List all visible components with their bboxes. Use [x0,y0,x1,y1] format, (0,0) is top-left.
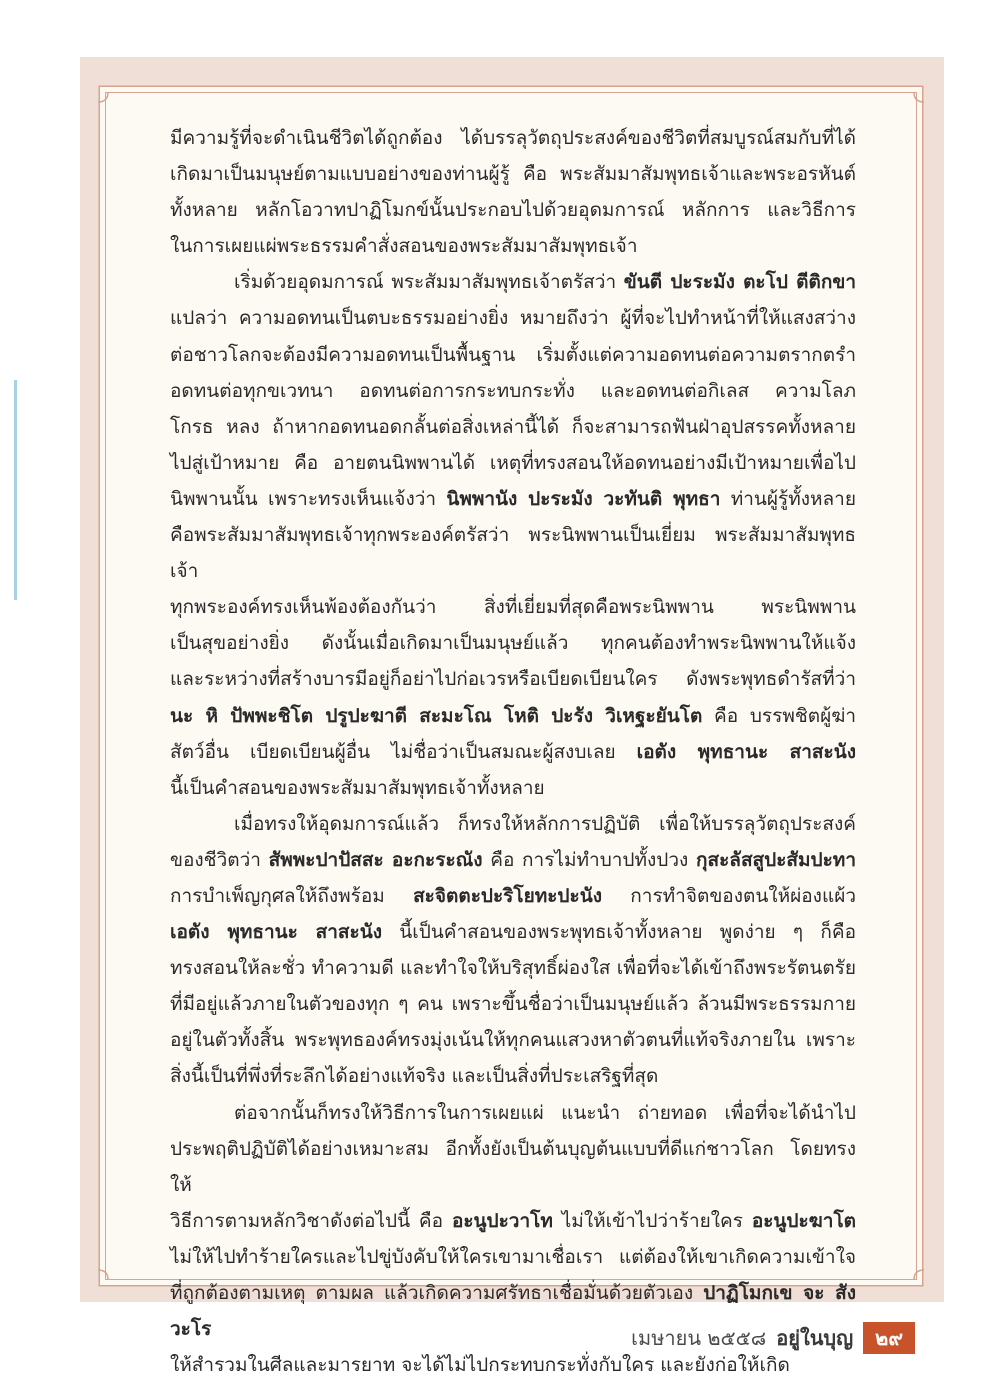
corner-ornament-bottom-right [914,1270,924,1280]
text-span: เมื่อทรงให้อุดมการณ์แล้ว ก็ทรงให้หลักการปฏิบัติ เพื่อให้บรรลุวัตถุประสงค์ [234,812,856,835]
text-span: ต่อชาวโลกจะต้องมีความอดทนเป็นพื้นฐาน เริ่มตั้งแต่ความอดทนต่อความตรากตรำ [170,343,856,366]
text-span: ท่านผู้รู้ทั้งหลาย [720,487,856,510]
text-line [170,264,856,300]
text-span: อดทนต่อทุกขเวทนา อดทนต่อการกระทบกระทั่ง และอดทนต่อกิเลส ความโลภ [170,379,856,402]
corner-ornament-top-right [914,92,924,102]
text-span: ของชีวิตว่า [170,848,269,871]
text-span: แปลว่า ความอดทนเป็นตบะธรรมอย่างยิ่ง หมายถึงว่า ผู้ที่จะไปทำหน้าที่ให้แสงสว่าง [170,307,856,330]
pali-phrase: อะนูปะวาโท [451,1209,553,1232]
text-span: ให้สำรวมในศีลและมารยาท จะได้ไม่ไปกระทบกระทั่งกับใคร และยังก่อให้เกิด [170,1354,790,1377]
pali-phrase: สะจิตตะปะริโยทะปะนัง [413,884,602,907]
text-line [170,445,856,481]
text-span: การทำจิตของตนให้ผ่องแผ้ว [601,884,856,907]
text-span: มีความรู้ที่จะดำเนินชีวิตได้ถูกต้อง ได้บรรลุวัตถุประสงค์ของชีวิตที่สมบูรณ์สมกับที่ได้ [170,127,856,149]
text-span: ไม่ให้ไปทำร้ายใครและไปขู่บังคับให้ใครเขามาเชื่อเรา แต่ต้องให้เขาเกิดความเข้าใจ [170,1245,856,1268]
text-line [170,914,856,950]
pali-phrase: เอตัง พุทธานะ สาสะนัง [170,921,383,944]
text-line [170,950,856,986]
text-line [170,1203,856,1239]
text-line [170,337,856,373]
corner-ornament-bottom-left [98,1270,108,1280]
pali-phrase: ขันตี ปะระมัง ตะโป ตีติกขา [623,271,856,294]
text-span: ประพฤติปฏิบัติได้อย่างเหมาะสม อีกทั้งยังเป็นต้นบุญต้นแบบที่ดีแก่ชาวโลก โดยทรงให้ [170,1137,856,1196]
text-line [170,300,856,336]
text-line [170,625,856,661]
text-span: นี้เป็นคำสอนของพระสัมมาสัมพุทธเจ้าทั้งหลาย [170,776,545,799]
text-span: สัตว์อื่น เบียดเบียนผู้อื่น ไม่ชื่อว่าเป็นสมณะผู้สงบเลย [170,740,637,763]
text-line [170,1095,856,1131]
text-line [170,1239,856,1275]
text-line [170,517,856,589]
text-line [170,1058,856,1094]
page-number-badge: ๒๙ [863,1322,915,1354]
text-span: อยู่ในตัวทั้งสิ้น พระพุทธองค์ทรงมุ่งเน้นให้ทุกคนแสวงหาตัวตนที่แท้จริงภายใน เพราะ [170,1029,856,1052]
article-body [170,120,856,1383]
text-line [170,698,856,734]
text-span: สิ่งนี้เป็นที่พึ่งที่ระลึกได้อย่างแท้จริง และเป็นสิ่งที่ประเสริฐที่สุด [170,1065,659,1088]
text-line [170,409,856,445]
text-span: และระหว่างที่สร้างบารมีอยู่ก็อย่าไปก่อเวรหรือเบียดเบียนใคร ดังพระพุทธดำรัสที่ว่า [170,668,856,691]
text-line [170,734,856,770]
text-span: ต่อจากนั้นก็ทรงให้วิธีการในการเผยแผ่ แนะนำ ถ่ายทอด เพื่อที่จะได้นำไป [234,1101,856,1124]
text-span: คือ บรรพชิตผู้ฆ่า [702,704,856,727]
text-span: การบำเพ็ญกุศลให้ถึงพร้อม [170,884,414,907]
text-line [170,589,856,625]
text-span: เริ่มด้วยอุดมการณ์ พระสัมมาสัมพุทธเจ้าตรัสว่า [234,271,624,294]
text-line [170,120,856,156]
pali-phrase: สัพพะปาปัสสะ อะกะระณัง [268,848,483,871]
text-line [170,373,856,409]
text-span: ทั้งหลาย หลักโอวาทปาฏิโมกข์นั้นประกอบไปด้วยอุดมการณ์ หลักการ และวิธีการ [170,199,856,222]
text-span: วิธีการตามหลักวิชาดังต่อไปนี้ คือ [170,1209,452,1232]
text-line [170,878,856,914]
pali-phrase: กุสะลัสสูปะสัมปะทา [696,848,856,871]
text-span: ไปสู่เป้าหมาย คือ อายตนนิพพานได้ เหตุที่ทรงสอนให้อดทนอย่างมีเป้าหมายเพื่อไป [170,451,856,474]
text-span: ทุกพระองค์ทรงเห็นพ้องต้องกันว่า สิ่งที่เยี่ยมที่สุดคือพระนิพพาน พระนิพพาน [170,596,856,619]
text-span: นิพพานนั้น เพราะทรงเห็นแจ้งว่า [170,487,447,510]
pali-phrase: อะนูปะฆาโต [751,1209,856,1232]
issue-date: เมษายน ๒๕๕๘ [631,1326,767,1350]
corner-ornament-top-left [98,92,108,102]
text-line [170,192,856,228]
text-span: นี้เป็นคำสอนของพระพุทธเจ้าทั้งหลาย พูดง่าย ๆ ก็คือ [382,921,856,944]
text-span: เกิดมาเป็นมนุษย์ตามแบบอย่างของท่านผู้รู้ คือ พระสัมมาสัมพุทธเจ้าและพระอรหันต์ [170,163,856,186]
text-span: คือพระสัมมาสัมพุทธเจ้าทุกพระองค์ตรัสว่า พระนิพพานเป็นเยี่ยม พระสัมมาสัมพุทธเจ้า [170,524,856,583]
page-footer [631,1321,915,1355]
text-line [170,986,856,1022]
text-span: คือ การไม่ทำบาปทั้งปวง [482,848,696,871]
text-line [170,1022,856,1058]
pali-phrase: นะ หิ ปัพพะชิโต ปรูปะฆาตี สะมะโณ โหติ ปะรัง วิเหฐะยันโต [170,704,703,727]
text-line [170,1131,856,1203]
text-line [170,481,856,517]
text-line [170,228,856,264]
text-line [170,661,856,697]
text-span: ไม่ให้เข้าไปว่าร้ายใคร [552,1209,752,1232]
text-span: ในการเผยแผ่พระธรรมคำสั่งสอนของพระสัมมาสัมพุทธเจ้า [170,235,638,258]
pali-phrase: ปาฏิโมกเข จะ สังวะโร [170,1282,856,1341]
text-line [170,770,856,806]
text-span: ที่ถูกต้องตามเหตุ ตามผล แล้วเกิดความศรัทธาเชื่อมั่นด้วยตัวเอง [170,1282,704,1304]
text-span: เป็นสุขอย่างยิ่ง ดังนั้นเมื่อเกิดมาเป็นมนุษย์แล้ว ทุกคนต้องทำพระนิพพานให้แจ้ง [170,632,856,655]
text-line [170,156,856,192]
pali-phrase: เอตัง พุทธานะ สาสะนัง [636,740,856,763]
text-span: ทรงสอนให้ละชั่ว ทำความดี และทำใจให้บริสุทธิ์ผ่องใส เพื่อที่จะได้เข้าถึงพระรัตนตรัย [170,957,856,980]
text-span: โกรธ หลง ถ้าหากอดทนอดกลั้นต่อสิ่งเหล่านี้ได้ ก็จะสามารถฟันฝ่าอุปสรรคทั้งหลาย [170,415,856,438]
text-line [170,806,856,842]
magazine-title: อยู่ในบุญ [776,1326,854,1350]
text-line [170,842,856,878]
text-span: ที่มีอยู่แล้วภายในตัวของทุก ๆ คน เพราะขึ้นชื่อว่าเป็นมนุษย์แล้ว ล้วนมีพระธรรมกาย [170,993,856,1016]
pali-phrase: นิพพานัง ปะระมัง วะทันติ พุทธา [446,487,721,510]
